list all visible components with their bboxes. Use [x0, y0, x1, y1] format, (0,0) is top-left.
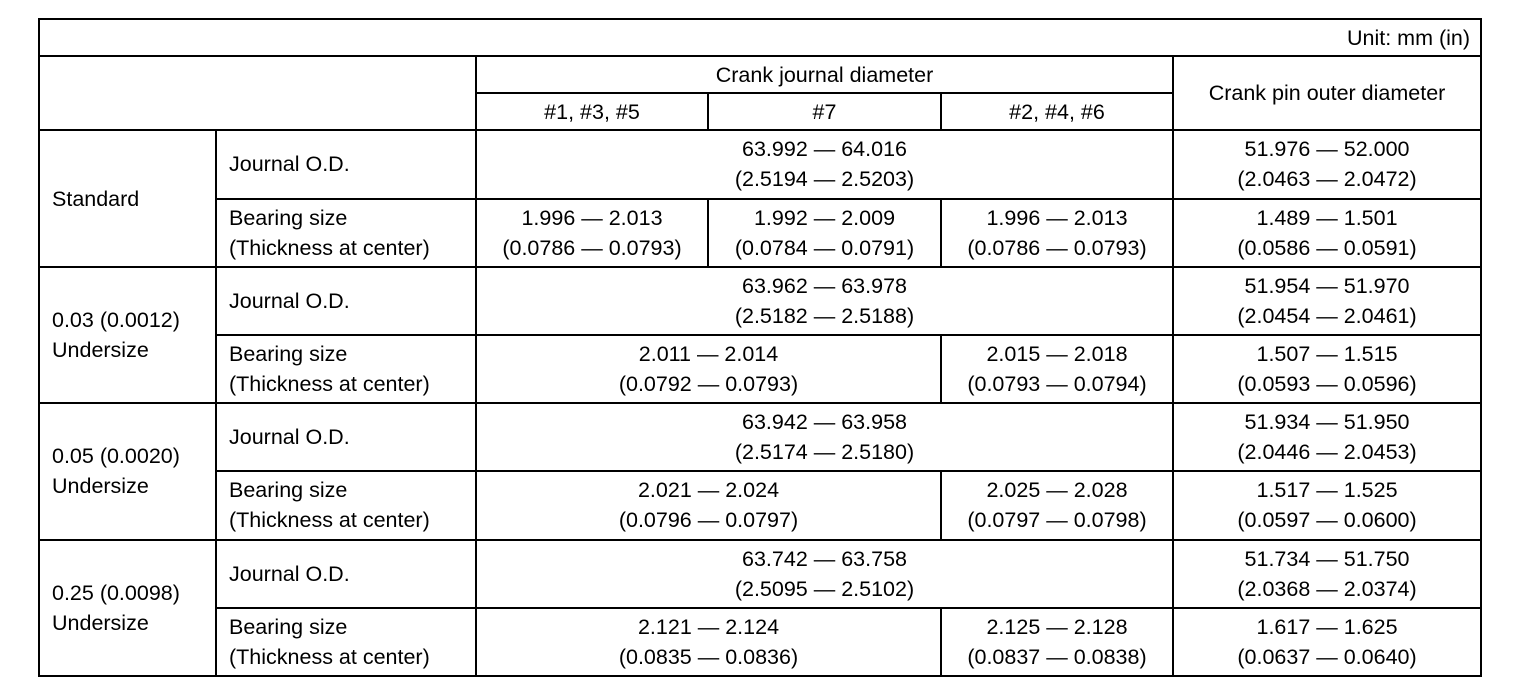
bearing-pin-value: 1.617 — 1.625 (0.0637 — 0.0640) [1173, 608, 1481, 676]
bearing-spec-table [38, 18, 1482, 677]
header-row-1 [39, 56, 1481, 93]
col-7-header: #7 [708, 93, 941, 130]
unit-label: Unit: mm (in) [39, 19, 1481, 56]
pin-diameter-header: Crank pin outer diameter [1173, 56, 1481, 130]
bearing-1357-value: 2.121 — 2.124 (0.0835 — 0.0836) [476, 608, 941, 676]
table-row [39, 540, 1481, 608]
journal-od-value: 63.962 — 63.978 (2.5182 — 2.5188) [476, 267, 1173, 335]
pin-od-value: 51.954 — 51.970 (2.0454 — 2.0461) [1173, 267, 1481, 335]
col-135-header: #1, #3, #5 [476, 93, 708, 130]
journal-od-value: 63.942 — 63.958 (2.5174 — 2.5180) [476, 403, 1173, 471]
table-row [39, 199, 1481, 267]
journal-od-value: 63.992 — 64.016 (2.5194 — 2.5203) [476, 130, 1173, 198]
bearing-246-value: 2.015 — 2.018 (0.0793 — 0.0794) [941, 335, 1173, 403]
journal-od-value: 63.742 — 63.758 (2.5095 — 2.5102) [476, 540, 1173, 608]
pin-od-value: 51.976 — 52.000 (2.0463 — 2.0472) [1173, 130, 1481, 198]
bearing-7-value: 1.992 — 2.009 (0.0784 — 0.0791) [708, 199, 941, 267]
bearing-size-label: Bearing size (Thickness at center) [216, 335, 476, 403]
journal-od-label: Journal O.D. [216, 540, 476, 608]
blank-header-cell [39, 56, 476, 130]
bearing-size-label: Bearing size (Thickness at center) [216, 471, 476, 539]
bearing-1357-value: 2.011 — 2.014 (0.0792 — 0.0793) [476, 335, 941, 403]
journal-od-label: Journal O.D. [216, 267, 476, 335]
table-row [39, 130, 1481, 198]
bearing-pin-value: 1.489 — 1.501 (0.0586 — 0.0591) [1173, 199, 1481, 267]
journal-diameter-header: Crank journal diameter [476, 56, 1173, 93]
bearing-135-value: 1.996 — 2.013 (0.0786 — 0.0793) [476, 199, 708, 267]
table-row [39, 608, 1481, 676]
journal-od-label: Journal O.D. [216, 403, 476, 471]
group-label-undersize-025: 0.25 (0.0098) Undersize [39, 540, 216, 676]
journal-od-label: Journal O.D. [216, 130, 476, 198]
bearing-246-value: 1.996 — 2.013 (0.0786 — 0.0793) [941, 199, 1173, 267]
group-label-undersize-003: 0.03 (0.0012) Undersize [39, 267, 216, 403]
bearing-246-value: 2.125 — 2.128 (0.0837 — 0.0838) [941, 608, 1173, 676]
bearing-1357-value: 2.021 — 2.024 (0.0796 — 0.0797) [476, 471, 941, 539]
bearing-246-value: 2.025 — 2.028 (0.0797 — 0.0798) [941, 471, 1173, 539]
pin-od-value: 51.934 — 51.950 (2.0446 — 2.0453) [1173, 403, 1481, 471]
table-row [39, 335, 1481, 403]
bearing-size-label: Bearing size (Thickness at center) [216, 608, 476, 676]
table-row [39, 267, 1481, 335]
group-label-standard: Standard [39, 130, 216, 266]
table-row [39, 471, 1481, 539]
pin-od-value: 51.734 — 51.750 (2.0368 — 2.0374) [1173, 540, 1481, 608]
group-label-undersize-005: 0.05 (0.0020) Undersize [39, 403, 216, 539]
unit-row [39, 19, 1481, 56]
table-row [39, 403, 1481, 471]
col-246-header: #2, #4, #6 [941, 93, 1173, 130]
bearing-pin-value: 1.517 — 1.525 (0.0597 — 0.0600) [1173, 471, 1481, 539]
bearing-pin-value: 1.507 — 1.515 (0.0593 — 0.0596) [1173, 335, 1481, 403]
bearing-size-label: Bearing size (Thickness at center) [216, 199, 476, 267]
